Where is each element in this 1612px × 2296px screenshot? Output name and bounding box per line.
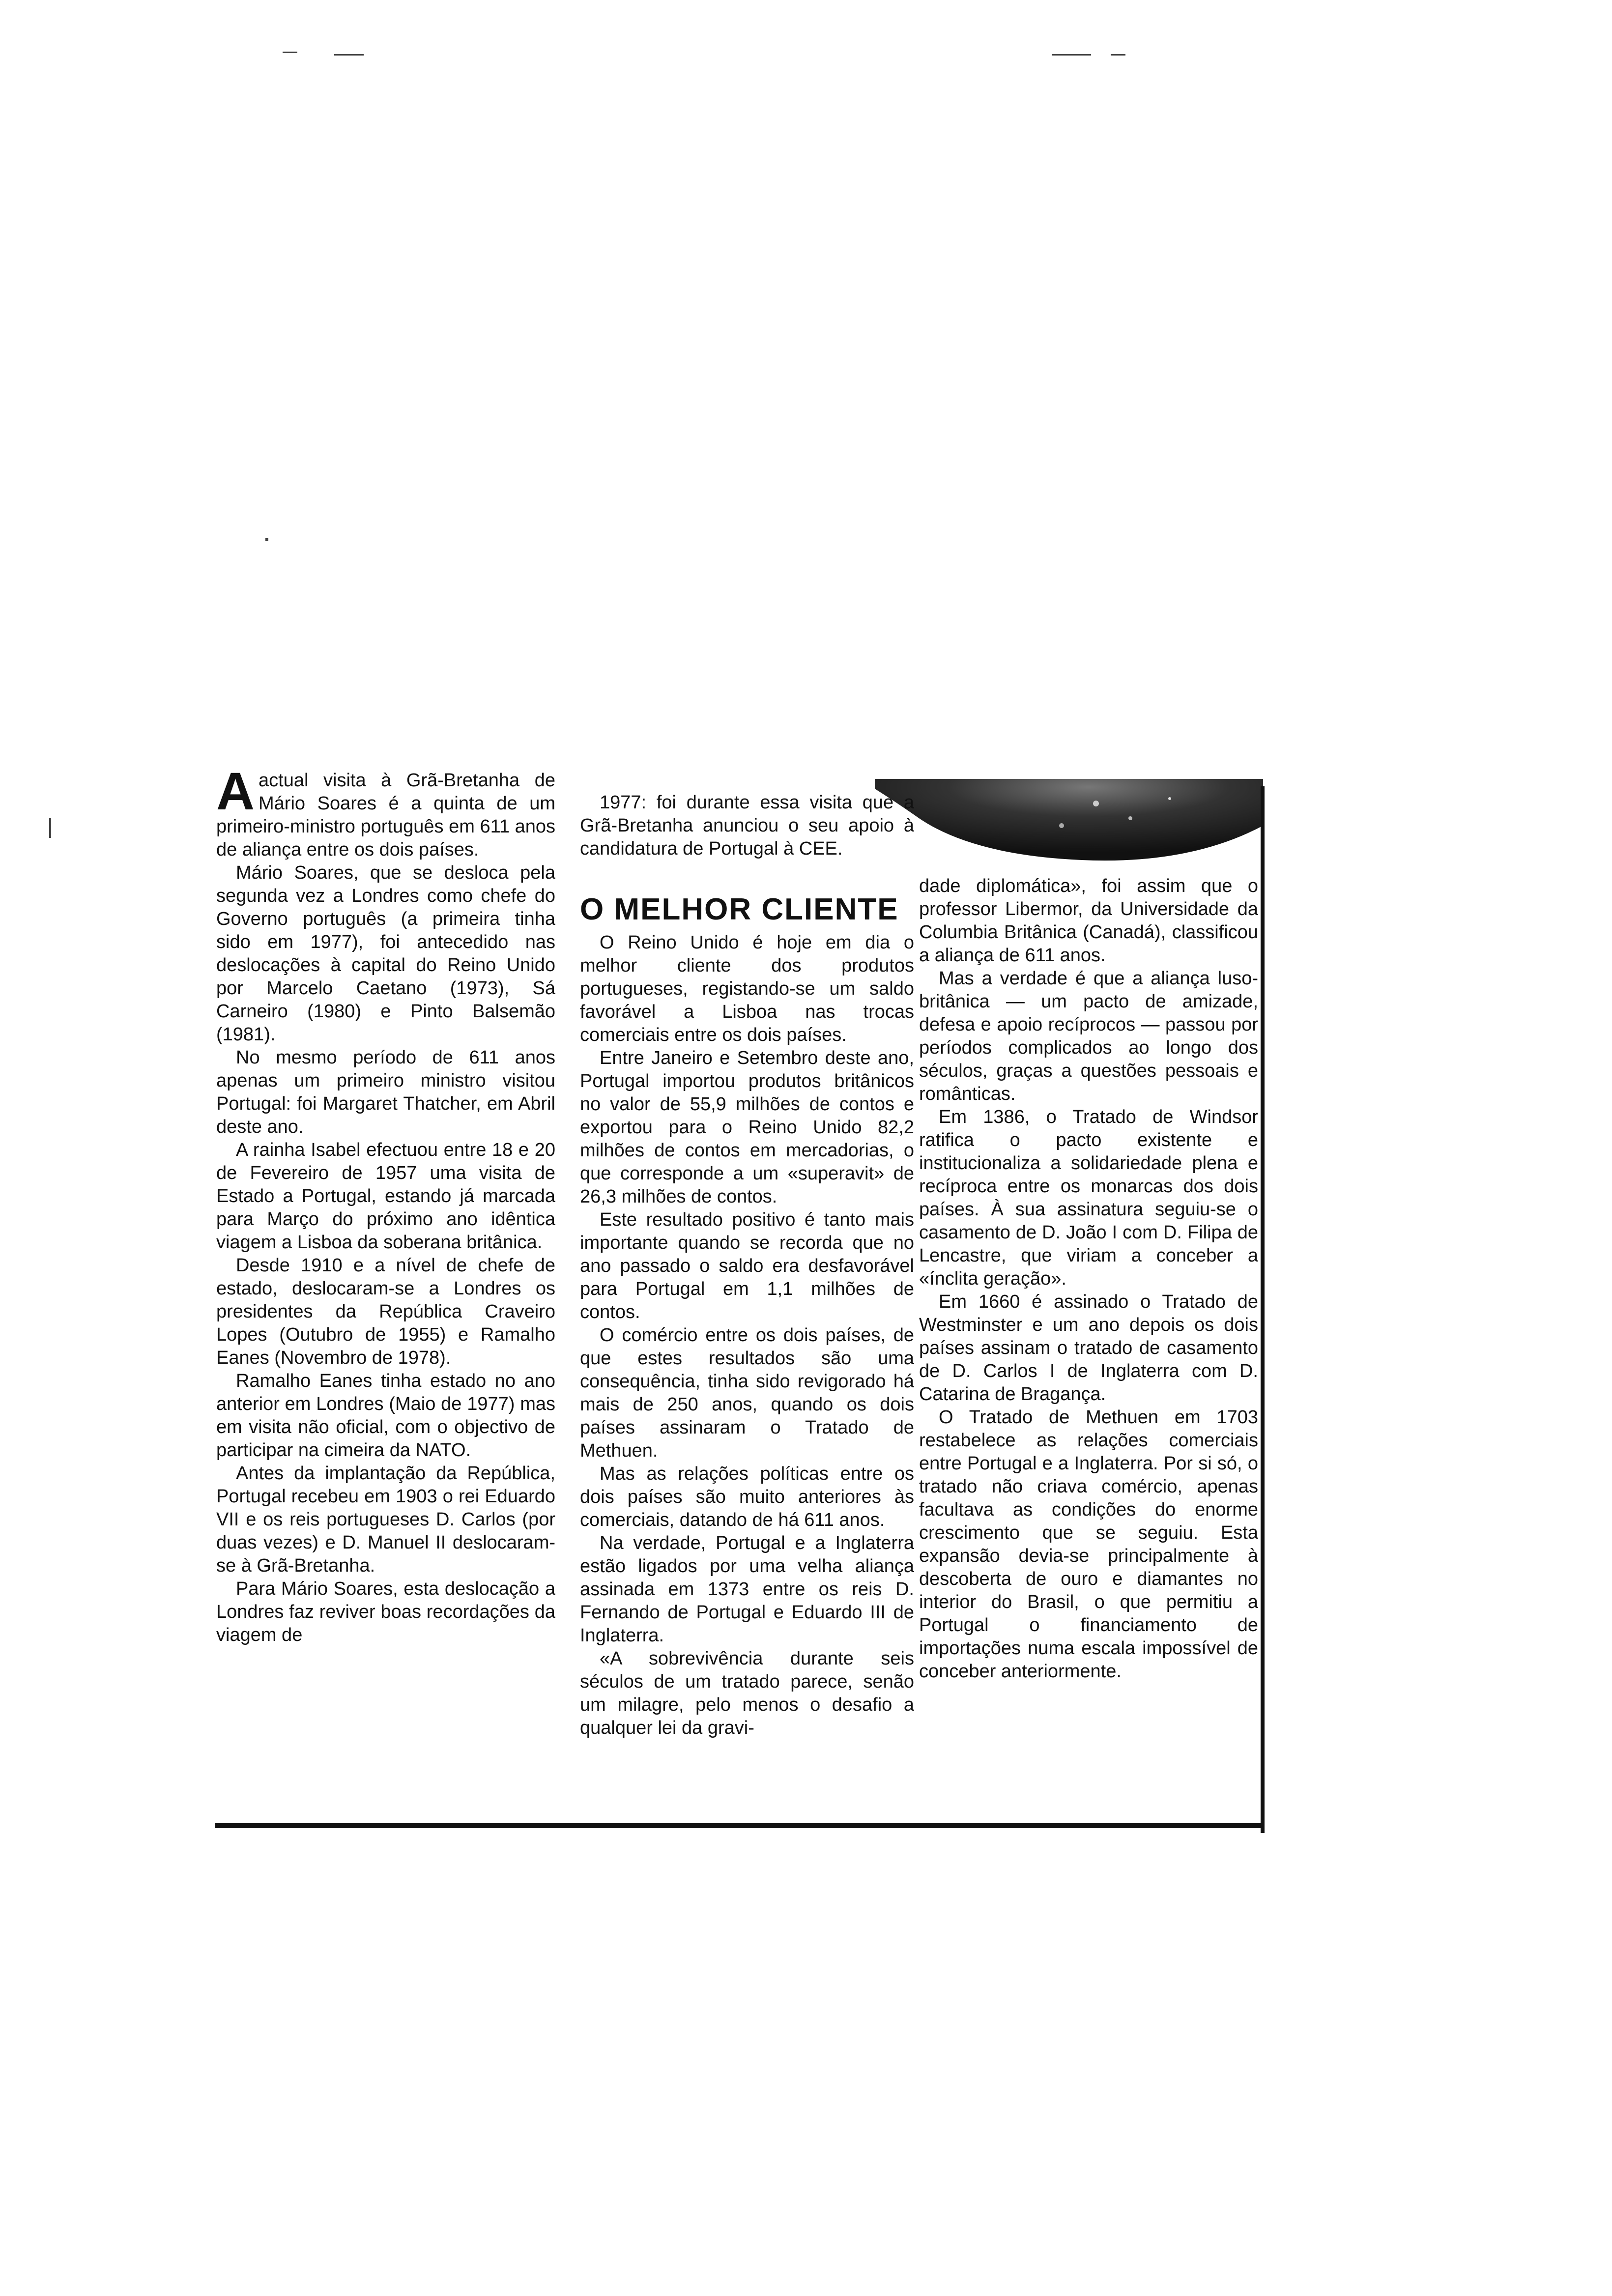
article-paragraph	[216, 1370, 555, 1462]
article-column-2-top	[580, 791, 914, 861]
paragraph-text: Mas as relações políticas entre os dois países são muito anteriores às comerciais, datando de há 611 anos.	[580, 1464, 914, 1530]
paragraph-text: Ramalho Eanes tinha estado no ano anterior em Londres (Maio de 1977) mas em visita não oficial, com o objectivo de participar na cimeira da NATO.	[216, 1371, 555, 1461]
drop-cap: A	[216, 761, 255, 821]
paragraph-text: Para Mário Soares, esta deslocação a Londres faz reviver boas recordações da viagem de	[216, 1578, 555, 1645]
paragraph-text: O Tratado de Methuen em 1703 restabelece as relações comerciais entre Portugal e a Inglaterra. Por si só, o tratado não criava comércio, apenas facultava as condições do enorme crescimento que se seguiu. Esta expansão devia-se principalmente à descoberta de ouro e diamantes no interior do Brasil, o que permitiu a Portugal o financiamento de importações numa escala impossível de conceber anteriormente.	[919, 1407, 1258, 1682]
article-paragraph	[580, 931, 914, 1047]
article-paragraph	[919, 875, 1258, 967]
paragraph-text: Na verdade, Portugal e a Inglaterra estão ligados por uma velha aliança assinada em 1373 entre os reis D. Fernando de Portugal e Eduardo III de Inglaterra.	[580, 1533, 914, 1646]
paragraph-text: Desde 1910 e a nível de chefe de estado, deslocaram-se a Londres os presidentes da República Craveiro Lopes (Outubro de 1955) e Ramalho Eanes (Novembro de 1978).	[216, 1255, 555, 1368]
article-paragraph	[216, 1139, 555, 1254]
article-paragraph	[580, 1047, 914, 1208]
article-paragraph	[216, 1254, 555, 1370]
article-paragraph	[216, 1578, 555, 1647]
article-column-1	[216, 761, 555, 1647]
article-paragraph	[919, 1106, 1258, 1291]
article-paragraph	[580, 1208, 914, 1324]
article-column-2	[580, 931, 914, 1740]
paragraph-text: No mesmo período de 611 anos apenas um primeiro ministro visitou Portugal: foi Margaret Thatcher, em Abril deste ano.	[216, 1047, 555, 1137]
paragraph-text: O Reino Unido é hoje em dia o melhor cliente dos produtos portugueses, registando-se um saldo favorável a Lisboa nas trocas comerciais entre os dois países.	[580, 932, 914, 1045]
article-paragraph	[216, 761, 555, 861]
article-paragraph	[919, 967, 1258, 1106]
column-rule-bottom	[215, 1823, 1265, 1828]
article-paragraph	[216, 861, 555, 1046]
paragraph-text: Mário Soares, que se desloca pela segunda vez a Londres como chefe do Governo português (a primeira tinha sido em 1977), foi antecedido nas deslocações à capital do Reino Unido por Marcelo Caetano (1973), Sá Carneiro (1980) e Pinto Balsemão (1981).	[216, 862, 555, 1045]
scan-speck	[1111, 54, 1125, 56]
paragraph-text: Em 1660 é assinado o Tratado de Westminster e um ano depois os dois países assinam o tratado de casamento de D. Carlos I de Inglaterra com D. Catarina de Bragança.	[919, 1292, 1258, 1405]
scan-speck	[1052, 54, 1091, 56]
article-paragraph	[580, 1463, 914, 1532]
article-paragraph	[580, 1324, 914, 1463]
article-column-3	[919, 875, 1258, 1683]
article-paragraph	[216, 1046, 555, 1139]
paragraph-text: O comércio entre os dois países, de que estes resultados são uma consequência, tinha sido revigorado há mais de 250 anos, quando os dois países assinaram o Tratado de Methuen.	[580, 1325, 914, 1461]
article-paragraph	[919, 1291, 1258, 1406]
article-paragraph	[216, 1462, 555, 1578]
paragraph-text: «A sobrevivência durante seis séculos de um tratado parece, senão um milagre, pelo menos o desafio a qualquer lei da gravi-	[580, 1648, 914, 1738]
article-paragraph	[580, 1532, 914, 1647]
photo-image	[875, 779, 1263, 867]
column-rule-right	[1261, 786, 1265, 1833]
headline: O MELHOR CLIENTE	[580, 892, 899, 926]
scan-speck	[283, 52, 297, 53]
article-paragraph	[580, 1647, 914, 1740]
scan-speck	[265, 538, 268, 541]
article-paragraph	[919, 1406, 1258, 1683]
paragraph-text: Entre Janeiro e Setembro deste ano, Portugal importou produtos britânicos no valor de 55,9 milhões de contos e exportou para o Reino Unido 82,2 milhões de contos em mercadorias, o que corresponde a um «superavit» de 26,3 milhões de contos.	[580, 1048, 914, 1207]
paragraph-text: dade diplomática», foi assim que o professor Libermor, da Universidade da Columbia Britânica (Canadá), classificou a aliança de 611 anos.	[919, 876, 1258, 966]
paragraph-text: Antes da implantação da República, Portugal recebeu em 1903 o rei Eduardo VII e os reis portugueses D. Carlos (por duas vezes) e D. Manuel II deslocaram-se à Grã-Bretanha.	[216, 1463, 555, 1576]
paragraph-text: Mas a verdade é que a aliança luso-britânica — um pacto de amizade, defesa e apoio recíprocos — passou por períodos complicados ao longo dos séculos, graças a questões pessoais e românticas.	[919, 968, 1258, 1104]
paragraph-text: Em 1386, o Tratado de Windsor ratifica o pacto existente e institucionaliza a solidariedade plena e recíproca entre os monarcas dos dois países. À sua assinatura seguiu-se o casamento de D. João I com D. Filipa de Lencastre, que viriam a conceber a «ínclita geração».	[919, 1107, 1258, 1289]
scan-speck	[49, 818, 51, 838]
paragraph-text: Este resultado positivo é tanto mais importante quando se recorda que no ano passado o saldo era desfavorável para Portugal em 1,1 milhões de contos.	[580, 1209, 914, 1322]
paragraph-text: actual visita à Grã-Bretanha de Mário Soares é a quinta de um primeiro-ministro português em 611 anos de aliança entre os dois países.	[216, 770, 555, 860]
paragraph-text: A rainha Isabel efectuou entre 18 e 20 de Fevereiro de 1957 uma visita de Estado a Portugal, estando já marcada para Março do próximo ano idêntica viagem a Lisboa da soberana britânica.	[216, 1140, 555, 1253]
article-paragraph	[580, 791, 914, 861]
scan-speck	[334, 54, 364, 56]
paragraph-text: 1977: foi durante essa visita que a Grã-Bretanha anunciou o seu apoio à candidatura de Portugal à CEE.	[580, 792, 914, 859]
dark-photo-graphic	[875, 779, 1263, 867]
